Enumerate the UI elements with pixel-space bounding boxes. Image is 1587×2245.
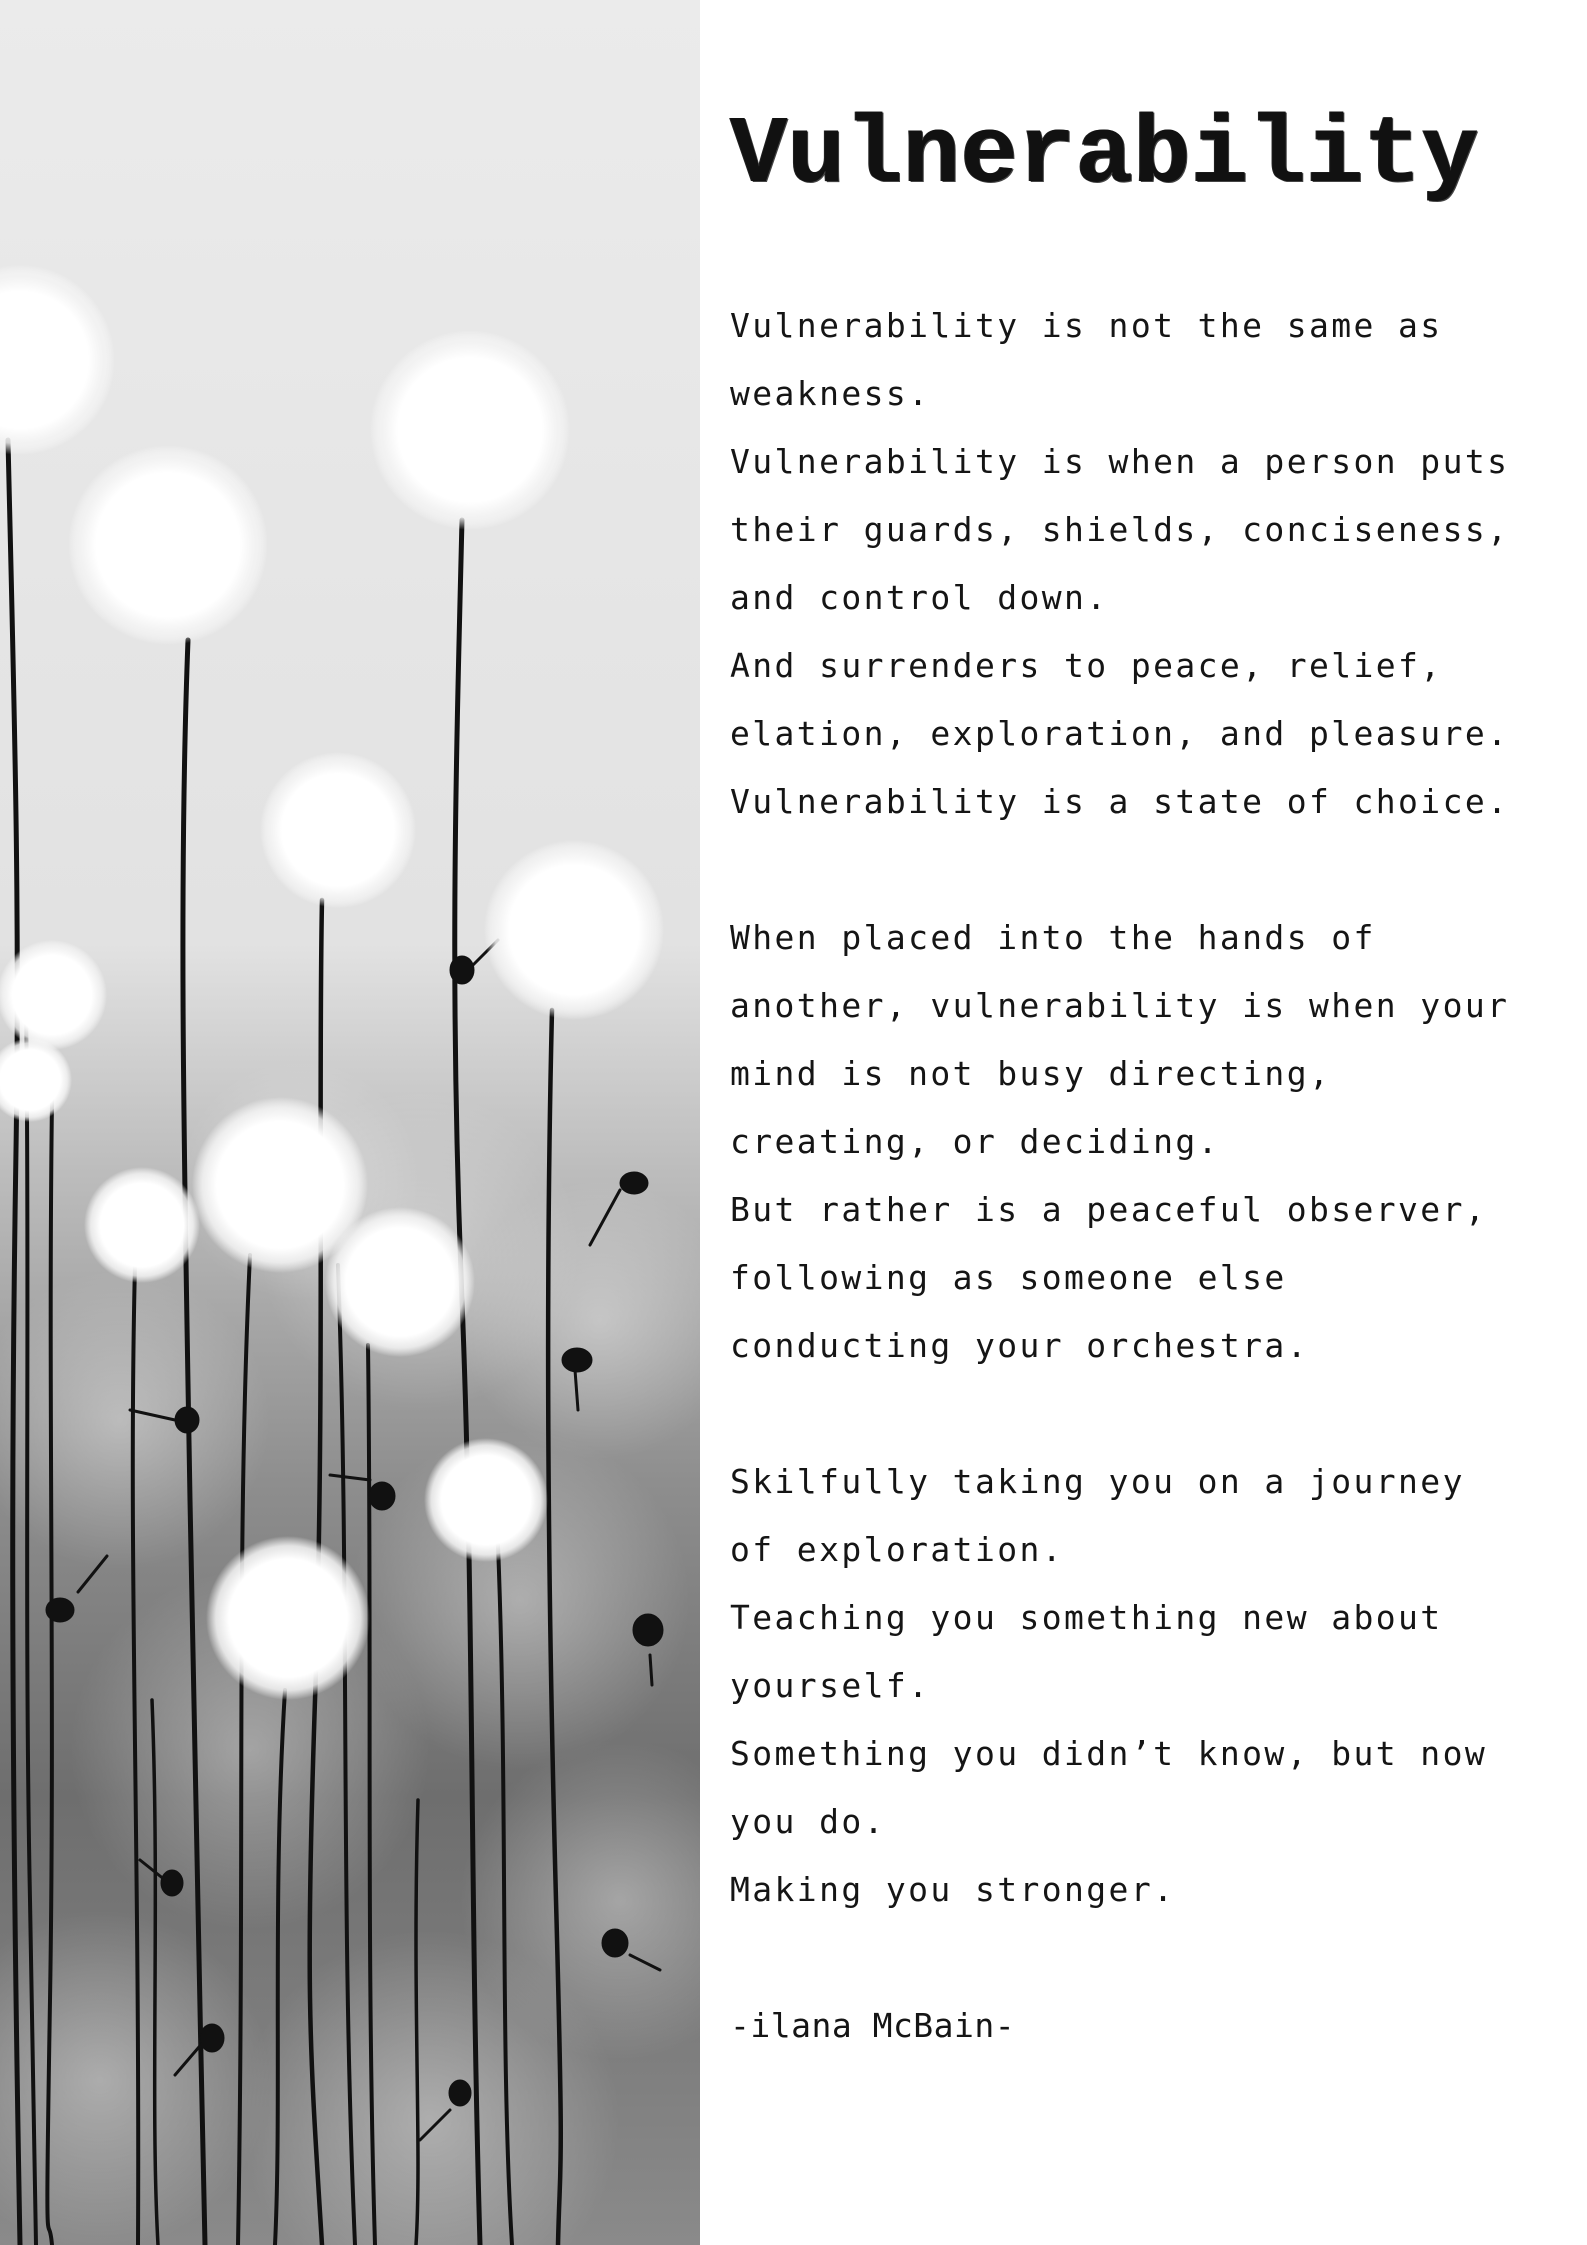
poem-line: Something you didn’t know, but now: [730, 1734, 1488, 1773]
poem-line: Teaching you something new about: [730, 1598, 1443, 1637]
poem-line: Vulnerability is not the same as: [730, 306, 1443, 345]
poem-line: another, vulnerability is when your: [730, 986, 1510, 1025]
puff: [484, 840, 664, 1020]
puff: [0, 940, 107, 1050]
puff: [260, 752, 416, 908]
poem-line: mind is not busy directing,: [730, 1054, 1332, 1093]
poem-body: [730, 292, 1565, 2060]
poem-line: their guards, shields, conciseness,: [730, 510, 1510, 549]
poem-line: creating, or deciding.: [730, 1122, 1220, 1161]
poem-panel: [730, 0, 1565, 2245]
puff: [370, 330, 570, 530]
poem-line: Vulnerability is when a person puts: [730, 442, 1510, 481]
poem-line: yourself.: [730, 1666, 931, 1705]
poem-line: Vulnerability is a state of choice.: [730, 782, 1510, 821]
puff: [325, 1207, 475, 1357]
poem-line: you do.: [730, 1802, 886, 1841]
poem-line: conducting your orchestra.: [730, 1326, 1309, 1365]
puff: [68, 445, 268, 645]
poem-line: When placed into the hands of: [730, 918, 1376, 957]
stanza-2: [730, 904, 1565, 1380]
poem-line: and control down.: [730, 578, 1109, 617]
dandelion-artwork: [0, 0, 700, 2245]
poem-line: elation, exploration, and pleasure.: [730, 714, 1510, 753]
poem-line: following as someone else: [730, 1258, 1287, 1297]
dandelion-illustration: [0, 0, 700, 2245]
puff: [84, 1167, 200, 1283]
poem-line: Skilfully taking you on a journey: [730, 1462, 1465, 1501]
poem-line: Making you stronger.: [730, 1870, 1176, 1909]
stanza-1: [730, 292, 1565, 836]
stanza-3: [730, 1448, 1565, 1924]
puff: [206, 1536, 370, 1700]
puff: [424, 1438, 548, 1562]
poem-line: of exploration.: [730, 1530, 1065, 1569]
poem-line: But rather is a peaceful observer,: [730, 1190, 1488, 1229]
poem-line: And surrenders to peace, relief,: [730, 646, 1443, 685]
poem-author: -ilana McBain-: [730, 2006, 1016, 2045]
poem-line: weakness.: [730, 374, 931, 413]
poem-title: Vulnerability: [730, 101, 1479, 210]
